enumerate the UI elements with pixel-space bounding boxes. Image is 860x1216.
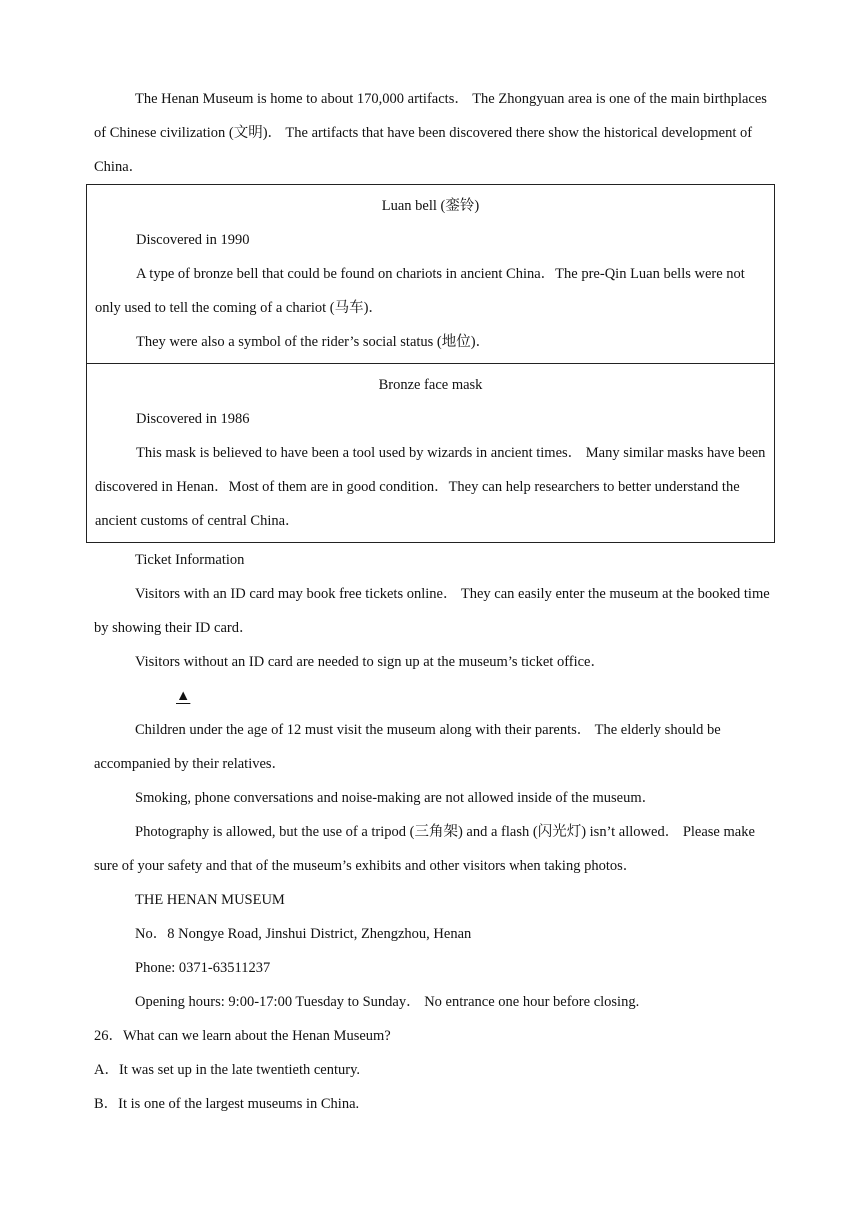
rules-paragraph-3: Photography is allowed, but the use of a tripod (三角架) and a flash (闪光灯) isn’t allowed． Please make sure of your safety and that of the museum’s exhibits and other visitors when taking photos． — [94, 824, 755, 874]
rules-paragraph-2: Smoking, phone conversations and noise-making are not allowed inside of the museum． — [135, 790, 657, 806]
ticket-paragraph-2: Visitors without an ID card are needed to sign up at the museum’s ticket office． — [135, 654, 605, 670]
museum-phone: Phone: 0371-63511237 — [135, 960, 271, 976]
artifact-title: Bronze face mask — [378, 377, 483, 393]
ticket-heading: Ticket Information — [135, 552, 245, 568]
museum-name: THE HENAN MUSEUM — [135, 892, 285, 908]
museum-hours: Opening hours: 9:00-17:00 Tuesday to Sunday． No entrance one hour before closing. — [135, 994, 640, 1010]
document-body — [94, 82, 775, 1121]
question-stem: 26．What can we learn about the Henan Museum? — [94, 1028, 391, 1044]
question-option-b[interactable]: B．It is one of the largest museums in China. — [94, 1096, 360, 1112]
artifact-description: A type of bronze bell that could be found on chariots in ancient China．The pre-Qin Luan bells were not only used to tell the coming of a chariot (马车)． — [95, 266, 745, 316]
museum-address: No．8 Nongye Road, Jinshui District, Zhengzhou, Henan — [135, 926, 472, 942]
ticket-paragraph-1: Visitors with an ID card may book free tickets online． They can easily enter the museum at the booked time by showing their ID card． — [94, 586, 770, 636]
artifact-description: This mask is believed to have been a tool used by wizards in ancient times． Many similar masks have been discovered in Henan．Most of them are in good condition．They can help researchers to better understand the ancient customs of central China． — [95, 445, 766, 529]
artifact-description-2: They were also a symbol of the rider’s social status (地位)． — [136, 334, 491, 350]
artifact-box-face-mask — [86, 364, 775, 543]
artifact-box-luan-bell — [86, 184, 775, 364]
artifact-discovered: Discovered in 1990 — [136, 232, 250, 248]
artifact-title: Luan bell (銮铃) — [381, 198, 480, 214]
question-option-a[interactable]: A．It was set up in the late twentieth century. — [94, 1062, 361, 1078]
artifact-discovered: Discovered in 1986 — [136, 411, 250, 427]
intro-paragraph: The Henan Museum is home to about 170,000 artifacts． The Zhongyuan area is one of the main birthplaces of Chinese civilization (文明)． The artifacts that have been discovered there show the historical development of China． — [94, 91, 767, 175]
blank-marker-line — [94, 679, 775, 713]
triangle-blank-marker: ▲ — [176, 688, 191, 704]
rules-paragraph-1: Children under the age of 12 must visit the museum along with their parents． The elderly should be accompanied by their relatives． — [94, 722, 721, 772]
